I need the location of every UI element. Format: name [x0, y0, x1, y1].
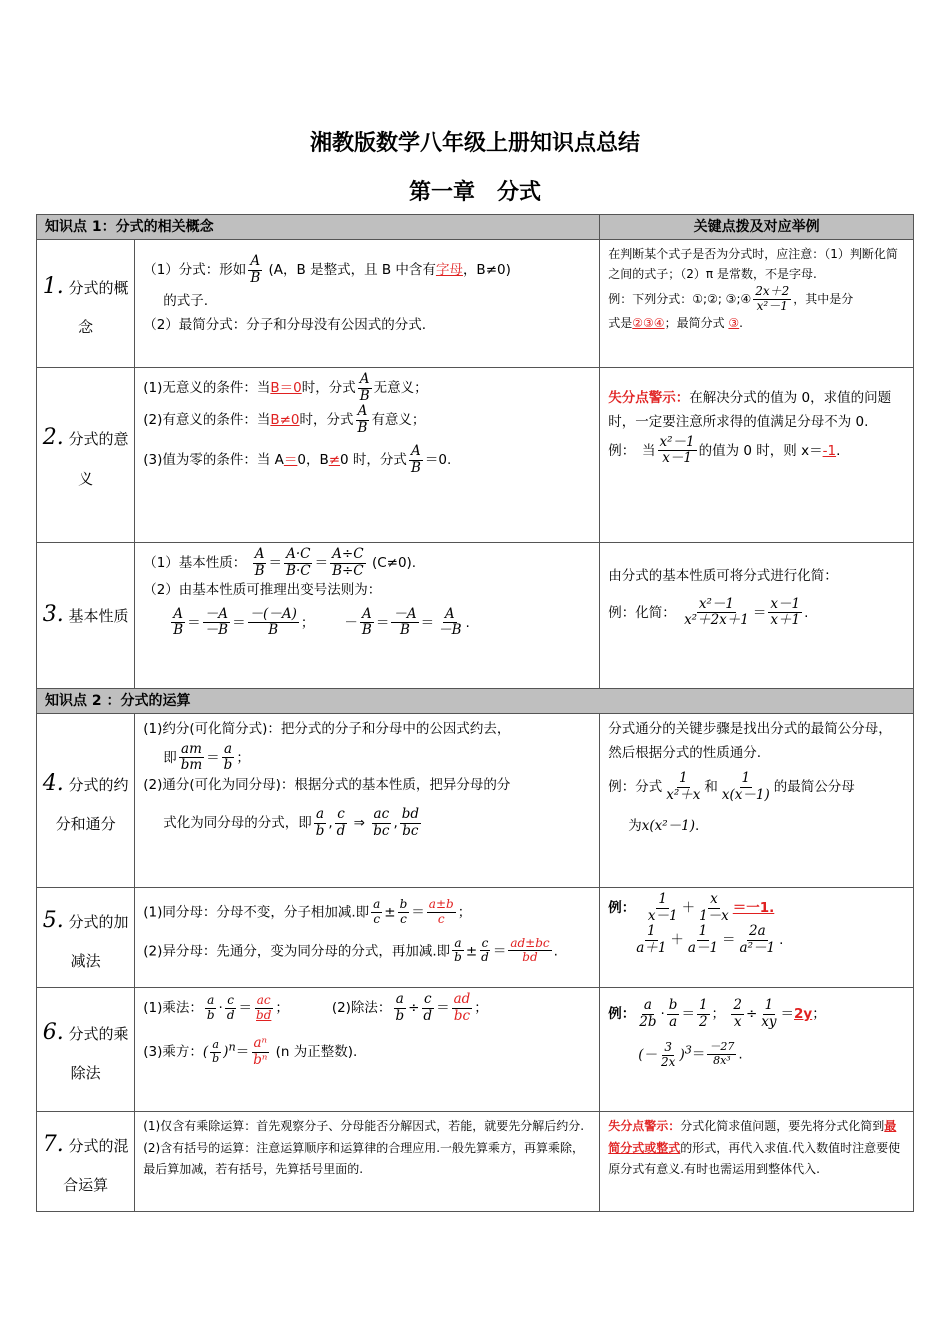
- keypoints-header: 关键点拨及对应举例: [600, 215, 914, 240]
- row-label: 1. 分式的概念: [37, 240, 135, 368]
- section-1-title: 知识点 1：分式的相关概念: [37, 215, 600, 240]
- row-label: 4. 分式的约分和通分: [37, 714, 135, 888]
- row-content: (1)约分(可化简分式)：把分式的分子和分母中的公因式约去， 即 $\frac{am}{bm}$ ＝ $\frac{a}{b}$ ； (2)通分(可化为同分母)：根据分式的基本性质，把异分母的分 式化为同分母的分式，即 $\frac{a}{b}$ , $\frac{c}{d}$ ⇒ $\frac{ac}{bc}$ , $\frac{bd}{bc}$: [135, 714, 600, 888]
- table-row: [37, 1112, 914, 1212]
- row-label: 3. 基本性质: [37, 543, 135, 689]
- fraction-a-over-b: $\frac{A}{B}$: [250, 253, 261, 286]
- row-content: (1)乘法： $\frac{a}{b}$ · $\frac{c}{d}$ ＝ $\frac{ac}{bd}$ ； (2)除法： $\frac{a}{b}$ ÷ $\frac{c}{d}$ ＝ $\frac{ad}{bc}$ ； (3)乘方：( $\frac{a}{b}$ )$^n$＝ $\frac{\text{aⁿ}}{\text{bⁿ}}$ (n 为正整数).: [135, 988, 600, 1112]
- chapter-title: 第一章 分式: [408, 180, 541, 205]
- row-keypoint: 失分点警示：分式化简求值问题，要先将分式化简到最简分式或整式的形式，再代入求值.代入数值时注意要使原分式有意义.有时也需运用到整体代入.: [600, 1112, 914, 1212]
- table-row: [37, 543, 914, 689]
- row-label: 2. 分式的意义: [37, 368, 135, 543]
- row-content: (1)无意义的条件：当B＝0时，分式 $\frac{A}{B}$ 无意义； (2)有意义的条件：当B≠0时，分式 $\frac{A}{B}$ 有意义； (3)值为零的条件：当 A＝0，B≠0 时，分式 $\frac{A}{B}$ ＝0.: [135, 368, 600, 543]
- row-content: (1)仅含有乘除运算：首先观察分子、分母能否分解因式，若能，就要先分解后约分. (2)含有括号的运算：注意运算顺序和运算律的合理应用.一般先算乘方，再算乘除，最后算加减，若有括号，先算括号里面的.: [135, 1112, 600, 1212]
- section-header-2: [37, 689, 914, 714]
- row-keypoint: 分式通分的关键步骤是找出分式的最简公分母，然后根据分式的性质通分. 例：分式 $\frac{1}{\text{x²＋x}}$ 和 $\frac{1}{x(x-1)}$ 的最简公分母 为x(x²－1).: [600, 714, 914, 888]
- row-keypoint: 失分点警示：在解决分式的值为 0，求值的问题时，一定要注意所求得的值满足分母不为 0. 例： 当 $\frac{\text{x²－1}}{x-1}$ 的值为 0 时，则 x＝-1.: [600, 368, 914, 543]
- row-content: (1)同分母：分母不变，分子相加减.即 $\frac{a}{c}$ ± $\frac{b}{c}$ ＝ $\frac{a\pm b}{c}$ ； (2)异分母：先通分，变为同分母的分式，再加减.即 $\frac{a}{b}$ ± $\frac{c}{d}$ ＝ $\frac{ad\pm bc}{bd}$ .: [135, 888, 600, 988]
- row-keypoint: 例： $\frac{1}{x-1}$ ＋ $\frac{x}{1-x}$ ＝一1. $\frac{1}{a+1}$ ＋ $\frac{1}{a-1}$ ＝ $\frac{2a}{\text{a²－1}}$ .: [600, 888, 914, 988]
- document-title: 湘教版数学八年级上册知识点总结: [309, 131, 640, 156]
- row-content: （1）基本性质： $\frac{A}{B}$ ＝ $\frac{A\cdot C}{B\cdot C}$ ＝ $\frac{A\div C}{B\div C}$ (C≠0). （2）由基本性质可推理出变号法则为： $\frac{A}{B}$ ＝ $\frac{-A}{-B}$ ＝ $\frac{-(-A)}{B}$ ； － $\frac{A}{B}$ ＝ $\frac{-A}{B}$ ＝ $\frac{A}{-B}$ .: [135, 543, 600, 689]
- knowledge-table: [36, 214, 914, 1212]
- row-keypoint: 由分式的基本性质可将分式进行化简： 例：化简： $\frac{\text{x²－1}}{\text{x²＋2x＋1}}$ ＝ $\frac{x-1}{x+1}$ .: [600, 543, 914, 689]
- section-header-1: [37, 215, 914, 240]
- row-label: 6. 分式的乘除法: [37, 988, 135, 1112]
- row-keypoint: 在判断某个式子是否为分式时，应注意：（1）判断化简之间的式子；（2）π 是常数，不是字母. 例：下列分式：①;②; ③;④ $\frac{2x+2}{\text{x²－1}}$ ，其中是分 式是②③④；最简分式 ③.: [600, 240, 914, 368]
- section-2-title: 知识点 2 ：分式的运算: [37, 689, 914, 714]
- row-label: 7. 分式的混合运算: [37, 1112, 135, 1212]
- row-keypoint: 例： $\frac{a}{2b}$ · $\frac{b}{a}$ ＝ $\frac{1}{2}$ ； $\frac{2}{x}$ ÷ $\frac{1}{xy}$ ＝2y； (－ $\frac{3}{2x}$ )$^3$＝ $\frac{-27}{\text{8x³}}$ .: [600, 988, 914, 1112]
- table-row: [37, 988, 914, 1112]
- table-row: [37, 888, 914, 988]
- row-label: 5. 分式的加减法: [37, 888, 135, 988]
- row-content: （1）分式：形如 $\frac{A}{B}$ (A，B 是整式，且 B 中含有字母，B≠0) 的式子. （2）最简分式：分子和分母没有公因式的分式.: [135, 240, 600, 368]
- table-row: [37, 240, 914, 368]
- table-row: [37, 714, 914, 888]
- table-row: [37, 368, 914, 543]
